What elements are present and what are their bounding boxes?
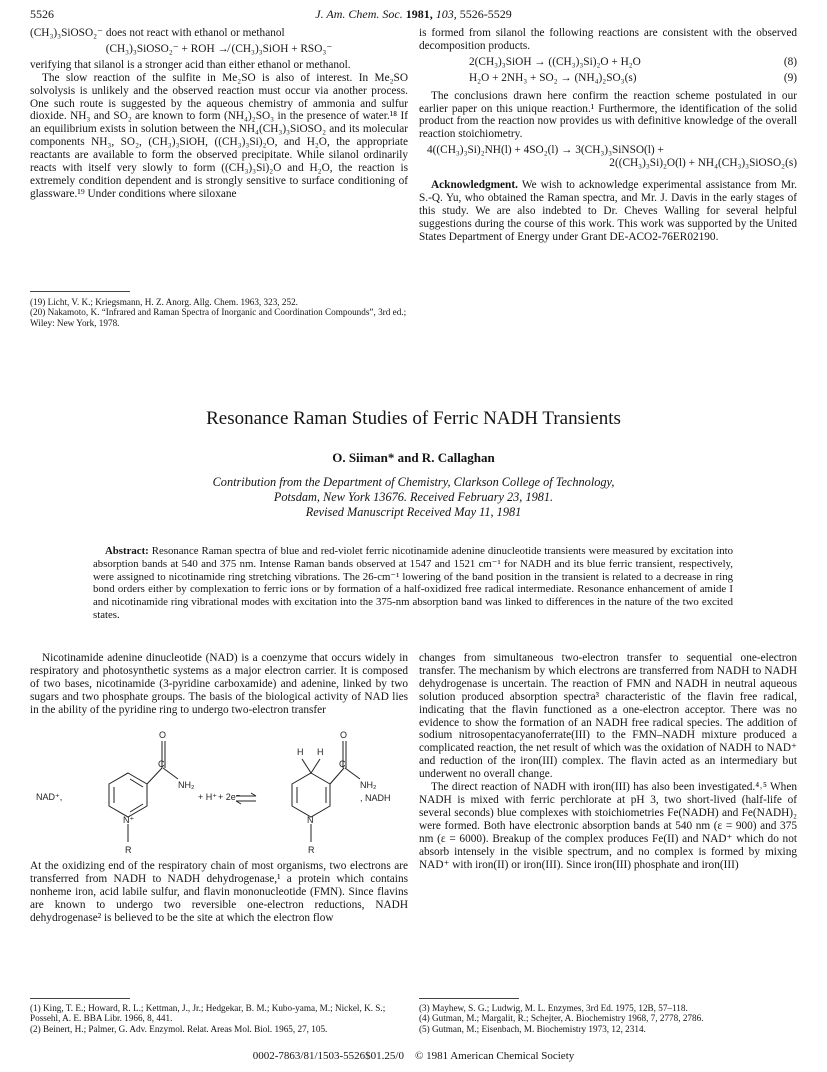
overall-equation [419, 144, 797, 170]
scheme-amide-left: NH₂ [178, 780, 195, 790]
affiliation-line-1: Contribution from the Department of Chemistry, Clarkson College of Technology, [212, 475, 615, 489]
abstract-text: Resonance Raman spectra of blue and red-violet ferric nicotinamide adenine dinucleotide transients were measured by excitation into absorption bands at 540 and 375 nm. Intense Raman bands observed at 1547 and 1521 cm⁻¹ for NADH and its blue ferric transient, respectively, were assigned to nicotinamide ring stretching vibrations. The 26-cm⁻¹ lowering of the band position in the transient is related to a decrease in ring bond orders either by complexation to ferric ions or by formation of a half-oxidized free radical intermediate. Resonance enhancement of amide I and nicotinamide ring vibrational modes with excitation into the 375-nm absorption band was linked to differences in the nature of the two excited states. [93, 545, 733, 621]
scheme-pyridinium-n: N⁺ [123, 815, 135, 825]
scheme-r-right: R [308, 845, 315, 855]
footer-copyright: © 1981 American Chemical Society [414, 1050, 575, 1062]
scheme-nad-label: NAD⁺, [36, 792, 63, 802]
scheme-dihydropyridine-n: N [307, 815, 314, 825]
footnote-2: (2) Beinert, H.; Palmer, G. Adv. Enzymol. Relat. Areas Mol. Biol. 1965, 27, 105. [30, 1023, 328, 1034]
acknowledgment-text: We wish to acknowledge experimental assistance from Mr. S.-Q. Yu, who obtained the Raman spectra, and Mr. J. Davis in the early stages of this study. We are also indebted to Dr. Cheves Walling for several helpful suggestions during the course of this work. This work was supported by the United States Department of Energy under Grant DE-ACO2-76ER02190. [419, 179, 798, 243]
left-footnote-rule [30, 998, 130, 999]
scheme-hydrogen-2: H [317, 747, 324, 757]
right-paragraph-2: The direct reaction of NADH with iron(III) has also been investigated.⁴˒⁵ When NADH is mixed with ferric perchlorate at pH 3, two short-lived (half-life of several seconds) blue complexes with stoichiometries Fe(NADH) and Fe(NADH)₂ were formed. Both have electronic absorption bands at 540 nm (ε = 900) and 375 nm (ε = 6000). Breakup of the complex produces Fe(II) and NAD⁺ which do not absorb intensely in the visible spectrum, and no complex is formed by mixing NAD⁺ with iron(II) or iron(III). Since iron(III) phosphate and iron(III) [419, 781, 797, 871]
overall-equation-line-1: 4((CH₃)₃Si)₂NH(l) + 4SO₂(l) → 3(CH₃)₃SiNSO(l) + [427, 144, 664, 157]
right-footnote-rule [419, 998, 519, 999]
prev-left-line-1: (CH₃)₃SiOSO₂⁻ does not react with ethanol or methanol [30, 27, 285, 39]
equation-9-text: H₂O + 2NH₃ + SO₂ → (NH₄)₂SO₃(s) [469, 71, 637, 84]
abstract-label: Abstract: [105, 545, 149, 557]
footer-code: 0002-7863/81/1503-5526$01.25/0 [252, 1050, 404, 1062]
footnote-4: (4) Gutman, M.; Margalit, R.; Schejter, A. Biochemistry 1968, 7, 2778, 2786. [419, 1013, 704, 1024]
prev-left-footnotes [30, 297, 408, 328]
scheme-amide-right: NH₂ [360, 780, 377, 790]
scheme-hydrogen-1: H [297, 747, 304, 757]
scheme-carbon-left: C [158, 759, 165, 769]
journal-name: J. Am. Chem. Soc. [315, 7, 403, 21]
scheme-carbonyl-o-left: O [159, 730, 167, 740]
acknowledgment [419, 179, 797, 244]
scheme-r-left: R [125, 845, 132, 855]
prev-conclusion: The conclusions drawn here confirm the reaction scheme postulated in our earlier paper on this unique reaction.¹ Furthermore, the identification of the solid product from the reaction now provides us with definitive knowledge of the overall reaction stoichiometry. [419, 89, 797, 141]
prev-equation-silanol: (CH₃)₃SiOSO₂⁻ + ROH ↛ (CH₃)₃SiOH + RSO₃⁻ [105, 42, 333, 55]
journal-volume: 103, [435, 7, 457, 21]
page-number: 5526 [30, 7, 54, 21]
intro-paragraph-2: At the oxidizing end of the respiratory chain of most organisms, two electrons are transferred from NADH to NADH dehydrogenase,¹ a protein which contains nonheme iron, acid labile sulfur, and flavin mononucleotide (FMN). Since flavins are known to undergo two reversible one-electron reductions, NADH dehydrogenase² is believed to be the site at which the electron flow [30, 860, 408, 924]
prev-right-intro: is formed from silanol the following reactions are consistent with the observed decomposition products. [419, 27, 797, 52]
scheme-plus-proton: + H⁺ [198, 792, 218, 802]
journal-year: 1981, [405, 7, 433, 21]
equation-9 [419, 72, 797, 85]
affiliation-line-3: Revised Manuscript Received May 11, 1981 [305, 505, 522, 519]
overall-equation-line-2: 2((CH₃)₃Si)₂O(l) + NH₄(CH₃)₃SiOSO₂(s) [609, 157, 797, 170]
acknowledgment-label: Acknowledgment. [431, 179, 518, 192]
equation-9-number: (9) [783, 71, 797, 84]
running-header [200, 7, 627, 22]
footnote-5: (5) Gutman, M.; Eisenbach, M. Biochemistry 1973, 12, 2314. [419, 1023, 646, 1034]
journal-pages: 5526-5529 [459, 7, 512, 21]
article-left-column-top [30, 652, 408, 717]
equation-8-text: 2(CH₃)₃SiOH → ((CH₃)₃Si)₂O + H₂O [469, 55, 641, 68]
article-title: Resonance Raman Studies of Ferric NADH Transients [206, 408, 621, 429]
footnote-3: (3) Mayhew, S. G.; Ludwig, M. L. Enzymes, 3rd Ed. 1975, 12B, 57–118. [419, 1003, 688, 1013]
article-right-column [419, 652, 797, 871]
footnote-20: (20) Nakamoto, K. “Infrared and Raman Spectra of Inorganic and Coordination Compounds”, 3rd ed.; Wiley: New York, 1978. [30, 307, 407, 328]
article-right-footnotes [419, 1003, 797, 1034]
footnote-19: (19) Licht, V. K.; Kriegsmann, H. Z. Anorg. Allg. Chem. 1963, 323, 252. [30, 297, 298, 307]
article-authors: O. Siiman* and R. Callaghan [332, 450, 495, 465]
scheme-carbon-right: C [339, 759, 346, 769]
intro-paragraph-1: Nicotinamide adenine dinucleotide (NAD) is a coenzyme that occurs widely in respiratory and photosynthetic systems as a major electron carrier. It is composed of two bases, nicotinamide (3-pyridine carboxamide) and adenine, linked by two sugars and two phosphate groups. The basis of the biological activity of NAD lies in the ability of the pyridine ring to undergo two-electron transfer [30, 652, 408, 716]
article-left-column-bottom [30, 860, 408, 925]
scheme-carbonyl-o-right: O [340, 730, 348, 740]
abstract [93, 545, 733, 622]
prev-left-para-2: The slow reaction of the sulfite in Me₂SO is also of interest. In Me₂SO solvolysis is unlikely and the observed reaction must occur via another process. One such route is suggested by the aqueous chemistry of ammonia and sulfur dioxide. NH₃ and SO₂ are known to form (NH₄)₂SO₃ in the presence of water.¹⁸ If an equilibrium exists in solution between the NH₄(CH₃)₃SiOSO₂ and its molecular components NH₃, SO₂, (CH₃)₃SiOH, ((CH₃)₃Si)₂O, and H₂O, the appropriate reactants are available to form the observed precipitate. While silanol ordinarily reacts with itself very slowly to form ((CH₃)₃Si)₂O and H₂O, the reaction is extremely condition dependent and is strongly sensitive to surface conditioning of glassware.¹⁹ Under conditions where siloxane [30, 71, 408, 200]
equation-8 [419, 56, 797, 69]
equation-8-number: (8) [783, 55, 797, 68]
prev-article-right-column [419, 27, 797, 244]
article-affiliation [0, 475, 827, 520]
right-paragraph-1: changes from simultaneous two-electron transfer to sequential one-electron transfer. The mechanism by which electrons are transferred from NADH to NADH dehydrogenase is uncertain. The reaction of FMN and NADH in neutral aqueous solution produced absorption spectra³ characteristic of the flavin free radical, indicating that the flavin functioned as a one-electron acceptor. There was no evidence to show the formation of an NADH free radical species. The addition of sodium nitrosopentacyanoferrate(III) to the FMN–NADH mixture produced a complicated reaction, the net result of which was the oxidation of NADH to NAD⁺ and reduction of the iron(III) complex. The flavin acted as an intermediary but underwent no overall change. [419, 652, 797, 781]
footnote-1: (1) King, T. E.; Howard, R. L.; Kettman, J., Jr.; Hedgekar, B. M.; Kubo-yama, M.; Nickel, K. S.; Possehl, A. E. BBA Libr. 1966, 8, 441. [30, 1003, 386, 1024]
page-footer [0, 1050, 827, 1062]
nad-reduction-scheme [30, 717, 408, 857]
prev-left-footnote-rule [30, 291, 130, 292]
scheme-plus-electrons: + 2e⁻ [218, 792, 241, 802]
prev-article-left-column [30, 27, 408, 201]
affiliation-line-2: Potsdam, New York 13676. Received February 23, 1981. [273, 490, 554, 504]
article-left-footnotes [30, 1003, 408, 1034]
scheme-nadh-label: , NADH [360, 793, 391, 803]
prev-left-para-1: verifying that silanol is a stronger acid than either ethanol or methanol. [30, 58, 351, 71]
